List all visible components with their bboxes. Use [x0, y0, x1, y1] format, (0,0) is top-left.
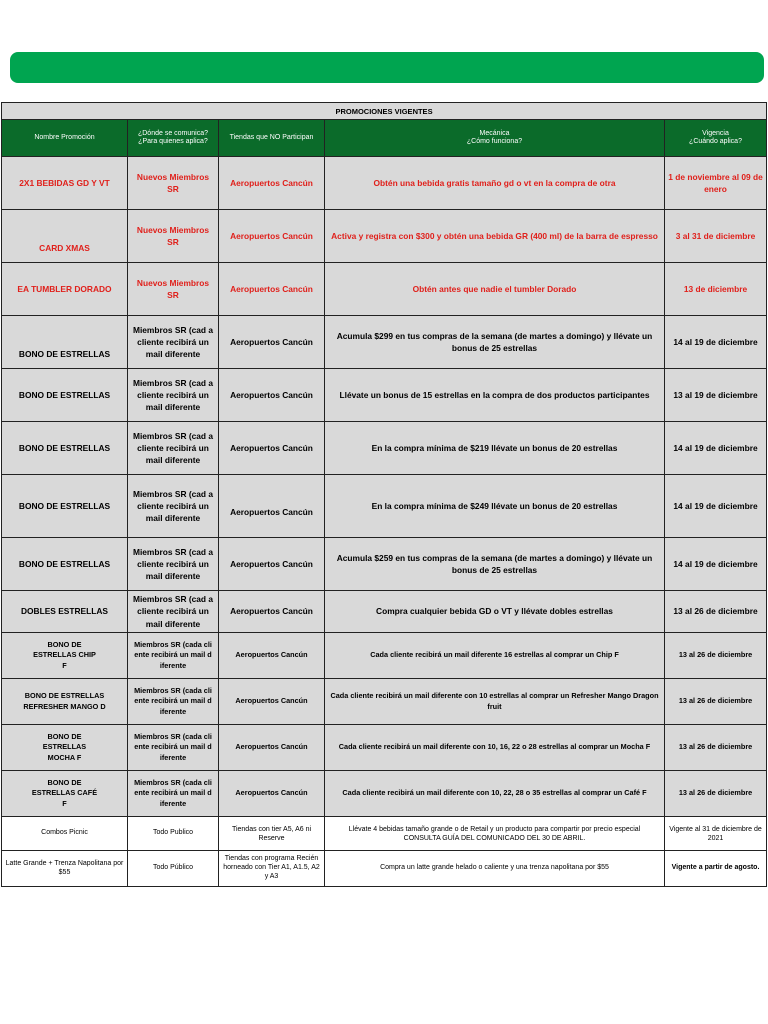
promo-mechanic: Acumula $259 en tus compras de la semana (de martes a domingo) y llévate un bonus de 25 estrellas	[325, 538, 665, 591]
promo-validity: 13 al 26 de diciembre	[665, 591, 767, 633]
promo-name: BONO DE ESTRELLAS CAFÉ F	[2, 771, 128, 817]
promo-name: BONO DE ESTRELLAS	[2, 369, 128, 422]
promo-name: BONO DE ESTRELLAS	[2, 538, 128, 591]
promo-name: BONO DE ESTRELLAS	[2, 316, 128, 369]
promo-validity: 13 al 26 de diciembre	[665, 771, 767, 817]
promo-excluded: Aeropuertos Cancún	[219, 210, 325, 263]
promo-excluded: Aeropuertos Cancún	[219, 725, 325, 771]
promotions-table	[1, 102, 767, 887]
promo-mechanic: Cada cliente recibirá un mail diferente con 10 estrellas al comprar un Refresher Mango Dragon fruit	[325, 679, 665, 725]
promo-mechanic: Llévate 4 bebidas tamaño grande o de Retail y un producto para compartir por precio especial CONSULTA GUÍA DEL COMUNICADO DEL 30 DE ABRIL.	[325, 817, 665, 851]
promo-validity: 14 al 19 de diciembre	[665, 475, 767, 538]
promo-mechanic: Obtén antes que nadie el tumbler Dorado	[325, 263, 665, 316]
promo-audience: Miembros SR (cad a cliente recibirá un mail diferente	[128, 422, 219, 475]
table-row	[2, 538, 767, 591]
table-row	[2, 679, 767, 725]
promo-mechanic: Cada cliente recibirá un mail diferente con 10, 16, 22 o 28 estrellas al comprar un Mocha F	[325, 725, 665, 771]
promo-name: BONO DE ESTRELLAS CHIP F	[2, 633, 128, 679]
promo-excluded: Aeropuertos Cancún	[219, 157, 325, 210]
promo-excluded: Aeropuertos Cancún	[219, 591, 325, 633]
promo-audience: Miembros SR (cad a cliente recibirá un mail diferente	[128, 316, 219, 369]
promo-audience: Miembros SR (cad a cliente recibirá un mail diferente	[128, 475, 219, 538]
promo-validity: 13 al 19 de diciembre	[665, 369, 767, 422]
header-row	[2, 120, 767, 157]
promo-validity: 14 al 19 de diciembre	[665, 422, 767, 475]
table-row	[2, 369, 767, 422]
promo-name: BONO DE ESTRELLAS MOCHA F	[2, 725, 128, 771]
promo-mechanic: Obtén una bebida gratis tamaño gd o vt en la compra de otra	[325, 157, 665, 210]
promo-audience: Miembros SR (cada cli ente recibirá un mail d iferente	[128, 725, 219, 771]
table-row	[2, 422, 767, 475]
promo-audience: Todo Público	[128, 851, 219, 887]
table-title: PROMOCIONES VIGENTES	[2, 103, 767, 120]
header-banner	[10, 52, 764, 83]
promo-validity: 13 al 26 de diciembre	[665, 679, 767, 725]
promo-excluded: Aeropuertos Cancún	[219, 475, 325, 538]
promo-name: Combos Picnic	[2, 817, 128, 851]
table-row	[2, 157, 767, 210]
promo-validity: 1 de noviembre al 09 de enero	[665, 157, 767, 210]
promo-name: CARD XMAS	[2, 210, 128, 263]
promo-mechanic: Cada cliente recibirá un mail diferente con 10, 22, 28 o 35 estrellas al comprar un Café F	[325, 771, 665, 817]
promo-audience: Miembros SR (cada cli ente recibirá un mail d iferente	[128, 771, 219, 817]
promo-excluded: Aeropuertos Cancún	[219, 679, 325, 725]
header-excluded: Tiendas que NO Participan	[219, 120, 325, 157]
promo-excluded: Aeropuertos Cancún	[219, 633, 325, 679]
promo-audience: Miembros SR (cada cli ente recibirá un mail d iferente	[128, 633, 219, 679]
promo-validity: 14 al 19 de diciembre	[665, 316, 767, 369]
promo-name: BONO DE ESTRELLAS	[2, 422, 128, 475]
table-row	[2, 633, 767, 679]
promo-mechanic: Llévate un bonus de 15 estrellas en la compra de dos productos participantes	[325, 369, 665, 422]
header-audience: ¿Dónde se comunica?¿Para quienes aplica?	[128, 120, 219, 157]
table-row	[2, 475, 767, 538]
promo-excluded: Aeropuertos Cancún	[219, 538, 325, 591]
promo-validity: Vigente al 31 de diciembre de 2021	[665, 817, 767, 851]
promo-audience: Miembros SR (cad a cliente recibirá un mail diferente	[128, 369, 219, 422]
promo-validity: Vigente a partir de agosto.	[665, 851, 767, 887]
promo-excluded: Aeropuertos Cancún	[219, 771, 325, 817]
promo-name: 2X1 BEBIDAS GD Y VT	[2, 157, 128, 210]
promo-mechanic: Acumula $299 en tus compras de la semana (de martes a domingo) y llévate un bonus de 25 estrellas	[325, 316, 665, 369]
promo-mechanic: Compra un latte grande helado o caliente y una trenza napolitana por $55	[325, 851, 665, 887]
promo-audience: Miembros SR (cada cli ente recibirá un mail d iferente	[128, 679, 219, 725]
promo-mechanic: Activa y registra con $300 y obtén una bebida GR (400 ml) de la barra de espresso	[325, 210, 665, 263]
promo-name: Latte Grande + Trenza Napolitana por $55	[2, 851, 128, 887]
table-row	[2, 725, 767, 771]
promo-audience: Nuevos Miembros SR	[128, 157, 219, 210]
promo-excluded: Aeropuertos Cancún	[219, 316, 325, 369]
promo-name: BONO DE ESTRELLAS	[2, 475, 128, 538]
table-row	[2, 771, 767, 817]
promo-audience: Miembros SR (cad a cliente recibirá un mail diferente	[128, 591, 219, 633]
table-row	[2, 591, 767, 633]
promo-audience: Nuevos Miembros SR	[128, 210, 219, 263]
promo-validity: 14 al 19 de diciembre	[665, 538, 767, 591]
table-row	[2, 263, 767, 316]
promo-mechanic: Compra cualquier bebida GD o VT y llévate dobles estrellas	[325, 591, 665, 633]
table-row	[2, 316, 767, 369]
promo-name: DOBLES ESTRELLAS	[2, 591, 128, 633]
promo-excluded: Aeropuertos Cancún	[219, 263, 325, 316]
header-name: Nombre Promoción	[2, 120, 128, 157]
header-validity: Vigencia ¿Cuándo aplica?	[665, 120, 767, 157]
table-row	[2, 817, 767, 851]
promo-excluded: Tiendas con tier A5, A6 ni Reserve	[219, 817, 325, 851]
table-row	[2, 210, 767, 263]
promo-validity: 13 de diciembre	[665, 263, 767, 316]
promo-mechanic: En la compra mínima de $219 llévate un bonus de 20 estrellas	[325, 422, 665, 475]
promo-mechanic: En la compra mínima de $249 llévate un bonus de 20 estrellas	[325, 475, 665, 538]
promo-name: BONO DE ESTRELLAS REFRESHER MANGO D	[2, 679, 128, 725]
header-mechanic: Mecánica ¿Cómo funciona?	[325, 120, 665, 157]
promo-audience: Miembros SR (cad a cliente recibirá un mail diferente	[128, 538, 219, 591]
promo-excluded: Tiendas con programa Recién horneado con Tier A1, A1.5, A2 y A3	[219, 851, 325, 887]
promo-validity: 3 al 31 de diciembre	[665, 210, 767, 263]
promo-validity: 13 al 26 de diciembre	[665, 725, 767, 771]
promo-audience: Nuevos Miembros SR	[128, 263, 219, 316]
promo-excluded: Aeropuertos Cancún	[219, 369, 325, 422]
promo-validity: 13 al 26 de diciembre	[665, 633, 767, 679]
promo-mechanic: Cada cliente recibirá un mail diferente 16 estrellas al comprar un Chip F	[325, 633, 665, 679]
table-row	[2, 851, 767, 887]
promo-excluded: Aeropuertos Cancún	[219, 422, 325, 475]
promo-audience: Todo Publico	[128, 817, 219, 851]
promo-name: EA TUMBLER DORADO	[2, 263, 128, 316]
